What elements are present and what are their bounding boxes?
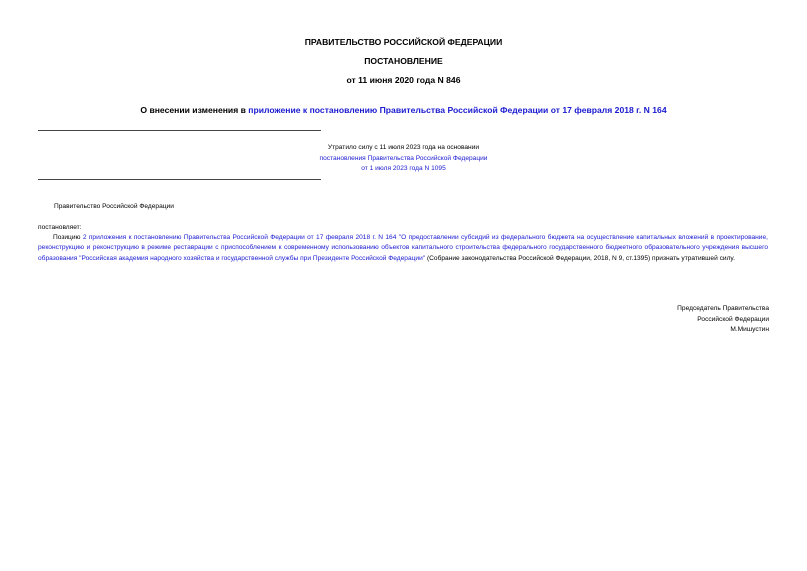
signature-block xyxy=(569,304,769,336)
main-paragraph-end: (Собрание законодательства Российской Федерации, 2018, N 9, ст.1395) признать утратившей силу. xyxy=(425,254,735,262)
repeal-notice-link-date[interactable]: от 1 июля 2023 года N 1095 xyxy=(361,165,446,172)
main-paragraph xyxy=(38,233,768,264)
signature-position-line2: Российской Федерации xyxy=(697,315,769,323)
government-heading: ПРАВИТЕЛЬСТВО РОССИЙСКОЙ ФЕДЕРАЦИИ xyxy=(304,37,503,47)
decrees-text: постановляет: xyxy=(38,224,82,231)
divider-bottom xyxy=(38,179,321,180)
main-paragraph-link[interactable]: 2 приложения к постановлению Правительства Российской Федерации от 17 февраля 2018 г. N 164 "О предоставлении субсидий из федерального бюджета на осуществление капитальных вложений в проектирование, реконструкцию и реконструкцию в режиме реставрации с приспособлением к современному использованию объектов капитального строительства федерального государственного бюджетного образовательного учреждения высшего образования "Российская академия народного хозяйства и государственной службы при Президенте Российской Федерации" xyxy=(38,234,768,262)
divider-top xyxy=(38,130,321,131)
document-title xyxy=(0,105,807,116)
repeal-notice-link-resolution[interactable]: постановления Правительства Российской Федерации xyxy=(319,154,488,162)
signature-name: М.Мишустин xyxy=(730,326,769,334)
main-paragraph-start: Позицию xyxy=(53,234,83,241)
document-date-number: от 11 июня 2020 года N 846 xyxy=(346,75,461,85)
document-title-prefix: О внесении изменения в xyxy=(140,105,249,115)
document-title-link[interactable]: приложение к постановлению Правительства Российской Федерации от 17 февраля 2018 г. N 164 xyxy=(248,105,667,115)
document-type-heading: ПОСТАНОВЛЕНИЕ xyxy=(364,56,443,66)
repeal-notice-text: Утратило силу с 11 июля 2023 года на основании xyxy=(327,144,480,151)
issuer-text: Правительство Российской Федерации xyxy=(54,203,174,210)
signature-position-line1: Председатель Правительства xyxy=(677,305,769,312)
repeal-notice xyxy=(0,143,807,175)
